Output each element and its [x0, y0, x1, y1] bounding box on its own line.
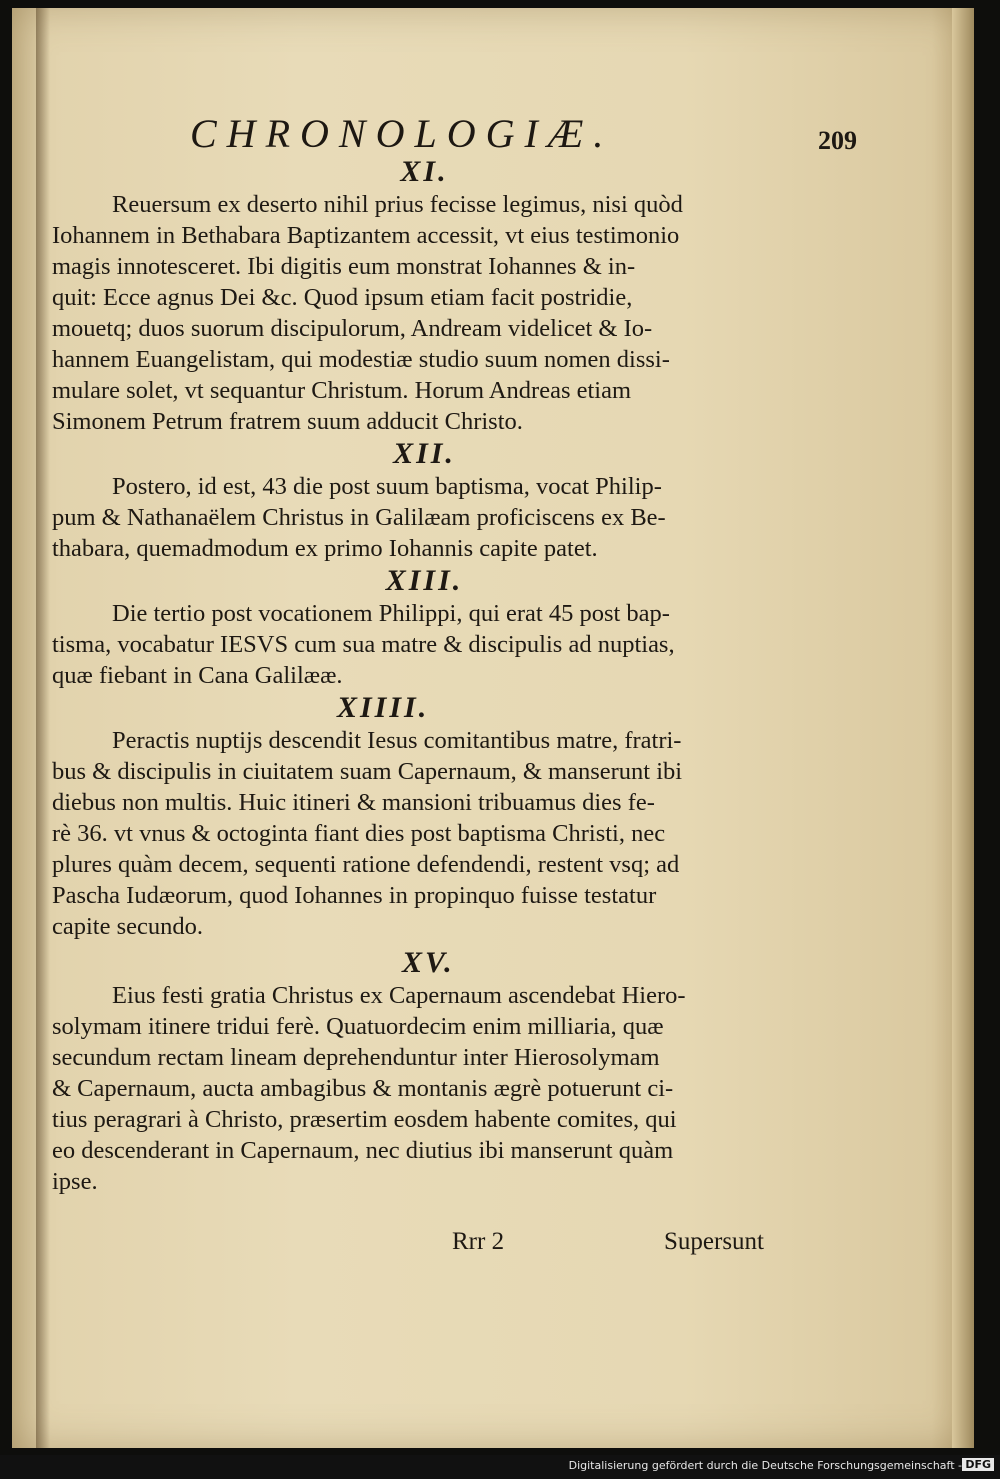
text-line: hannem Euangelistam, qui modestiæ studio suum nomen dissi- — [52, 346, 670, 373]
paragraph-xi — [52, 189, 797, 437]
text-line: mulare solet, vt sequantur Christum. Horum Andreas etiam — [52, 377, 632, 404]
digitization-bar — [0, 1455, 1000, 1479]
signature-mark: Rrr 2 — [452, 1228, 505, 1255]
text-line: Peractis nuptijs descendit Iesus comitantibus matre, fratri- — [112, 727, 682, 754]
text-line: capite secundo. — [52, 913, 204, 940]
text-line: magis innotesceret. Ibi digitis eum monstrat Iohannes & in- — [52, 253, 636, 280]
paragraph-xii — [52, 471, 797, 564]
text-line: Pascha Iudæorum, quod Iohannes in propinquo fuisse testatur — [52, 882, 657, 909]
section-heading-xiii: XIII. — [385, 564, 464, 597]
section-heading-xi: XI. — [400, 155, 449, 188]
text-line: solymam itinere tridui ferè. Quatuordecim enim milliaria, quæ — [52, 1013, 664, 1040]
paragraph-xiiii — [52, 725, 797, 942]
text-line: Eius festi gratia Christus ex Capernaum ascendebat Hiero- — [112, 982, 686, 1009]
catchword: Supersunt — [664, 1228, 764, 1255]
text-line: ipse. — [52, 1168, 98, 1195]
text-line: Reuersum ex deserto nihil prius fecisse legimus, nisi quòd — [112, 191, 683, 218]
text-line: pum & Nathanaëlem Christus in Galilæam proficiscens ex Be- — [52, 504, 666, 531]
text-line: tisma, vocabatur IESVS cum sua matre & discipulis ad nuptias, — [52, 631, 675, 658]
text-line: plures quàm decem, sequenti ratione defendendi, restent vsq; ad — [52, 851, 680, 878]
text-line: secundum rectam lineam deprehenduntur inter Hierosolymam — [52, 1044, 660, 1071]
spine-shadow — [36, 8, 50, 1448]
text-line: quit: Ecce agnus Dei &c. Quod ipsum etiam facit postridie, — [52, 284, 633, 311]
text-line: Die tertio post vocationem Philippi, qui erat 45 post bap- — [112, 600, 670, 627]
dfg-logo: DFG — [962, 1458, 994, 1471]
text-line: Iohannem in Bethabara Baptizantem accessit, vt eius testimonio — [52, 222, 680, 249]
section-heading-xii: XII. — [393, 437, 456, 470]
page-number: 209 — [818, 126, 857, 155]
digitization-notice: Digitalisierung gefördert durch die Deutsche Forschungsgemeinschaft - — [568, 1459, 962, 1472]
text-line: quæ fiebant in Cana Galilææ. — [52, 662, 343, 689]
main-text — [52, 155, 797, 1197]
paragraph-xiii — [52, 598, 797, 691]
paragraph-xv — [52, 980, 797, 1197]
text-line: eo descenderant in Capernaum, nec diutius ibi manserunt quàm — [52, 1137, 674, 1164]
text-line: Postero, id est, 43 die post suum baptisma, vocat Philip- — [112, 473, 662, 500]
text-line: & Capernaum, aucta ambagibus & montanis ægrè potuerunt ci- — [52, 1075, 674, 1102]
text-line: rè 36. vt vnus & octoginta fiant dies post baptisma Christi, nec — [52, 820, 666, 847]
text-line: tius peragrari à Christo, præsertim eosdem habente comites, qui — [52, 1106, 677, 1133]
running-head: CHRONOLOGIÆ. — [190, 111, 614, 156]
section-heading-xv: XV. — [402, 946, 455, 979]
text-line: Simonem Petrum fratrem suum adducit Christo. — [52, 408, 523, 435]
text-line: diebus non multis. Huic itineri & mansioni tribuamus dies fe- — [52, 789, 655, 816]
text-line: mouetq; duos suorum discipulorum, Andream videlicet & Io- — [52, 315, 653, 342]
page-edge — [952, 8, 974, 1448]
section-heading-xiiii: XIIII. — [337, 691, 430, 724]
text-line: thabara, quemadmodum ex primo Iohannis capite patet. — [52, 535, 598, 562]
text-line: bus & discipulis in ciuitatem suam Capernaum, & manserunt ibi — [52, 758, 683, 785]
